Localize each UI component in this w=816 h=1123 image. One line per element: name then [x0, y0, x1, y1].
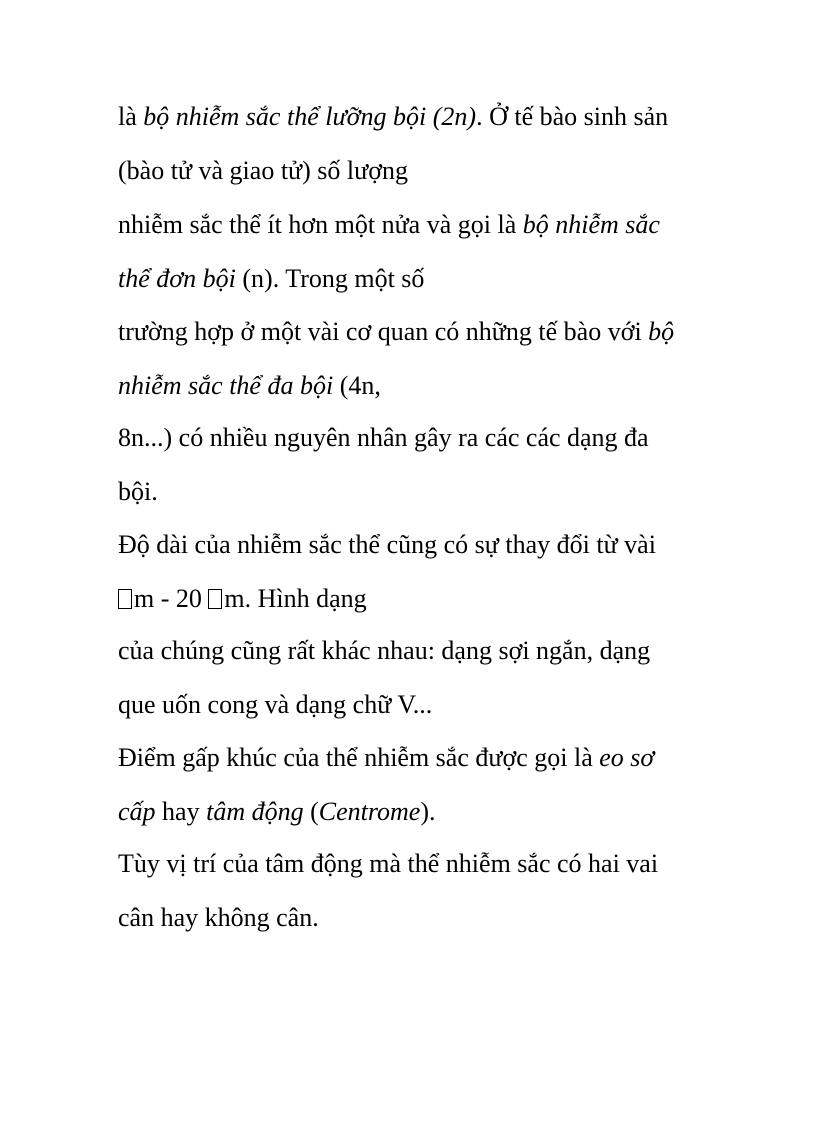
text-run: (bào tử và giao tử) số lượng — [118, 156, 408, 185]
paragraph-2 — [118, 198, 660, 306]
text-run: cân hay không cân. — [118, 903, 319, 932]
text-run: que uốn cong và dạng chữ V... — [118, 690, 433, 719]
text-run: Độ dài của nhiễm sắc thể cũng có sự thay đổi từ vài — [118, 530, 656, 559]
italic-term: Centrome — [318, 797, 421, 826]
text-run: trường hợp ở một vài cơ quan có những tế bào với — [118, 317, 649, 346]
paragraph-3 — [118, 305, 674, 413]
text-run: nhiễm sắc thể ít hơn một nửa và gọi là — [118, 210, 523, 239]
italic-term: bộ — [648, 317, 675, 346]
missing-glyph-icon — [118, 589, 132, 609]
text-run: (n). Trong một số — [235, 264, 425, 293]
italic-term: nhiễm sắc thể đa bội — [118, 371, 334, 400]
italic-term: eo sơ — [599, 743, 655, 772]
italic-term: bộ nhiễm sắc thể lưỡng bội (2n) — [143, 102, 477, 131]
text-run: ( — [303, 797, 319, 826]
text-run: 8n...) có nhiều nguyên nhân gây ra các các dạng đa — [118, 423, 649, 452]
text-run: (4n, — [333, 371, 381, 400]
italic-term: tâm động — [206, 797, 304, 826]
paragraph-1 — [118, 90, 668, 198]
text-run: của chúng cũng rất khác nhau: dạng sợi ngắn, dạng — [118, 636, 651, 665]
text-run: Điểm gấp khúc của thể nhiễm sắc được gọi là — [118, 743, 600, 772]
text-run: Tùy vị trí của tâm động mà thể nhiễm sắc có hai vai — [118, 849, 659, 878]
text-run: bội. — [118, 477, 158, 506]
text-run: là — [118, 102, 144, 131]
text-run: m. Hình dạng — [224, 584, 367, 613]
paragraph-5 — [118, 518, 656, 626]
text-run: hay — [155, 797, 207, 826]
paragraph-4 — [118, 411, 649, 519]
italic-term: thể đơn bội — [118, 264, 236, 293]
missing-glyph-icon — [208, 589, 222, 609]
italic-term: bộ nhiễm sắc — [522, 210, 660, 239]
paragraph-8 — [118, 837, 658, 945]
paragraph-7 — [118, 731, 654, 839]
italic-term: cấp — [118, 797, 156, 826]
paragraph-6 — [118, 624, 650, 732]
text-run: . Ở tế bào sinh sản — [476, 102, 669, 131]
text-run: ). — [420, 797, 436, 826]
text-run: m - 20 — [134, 584, 209, 613]
